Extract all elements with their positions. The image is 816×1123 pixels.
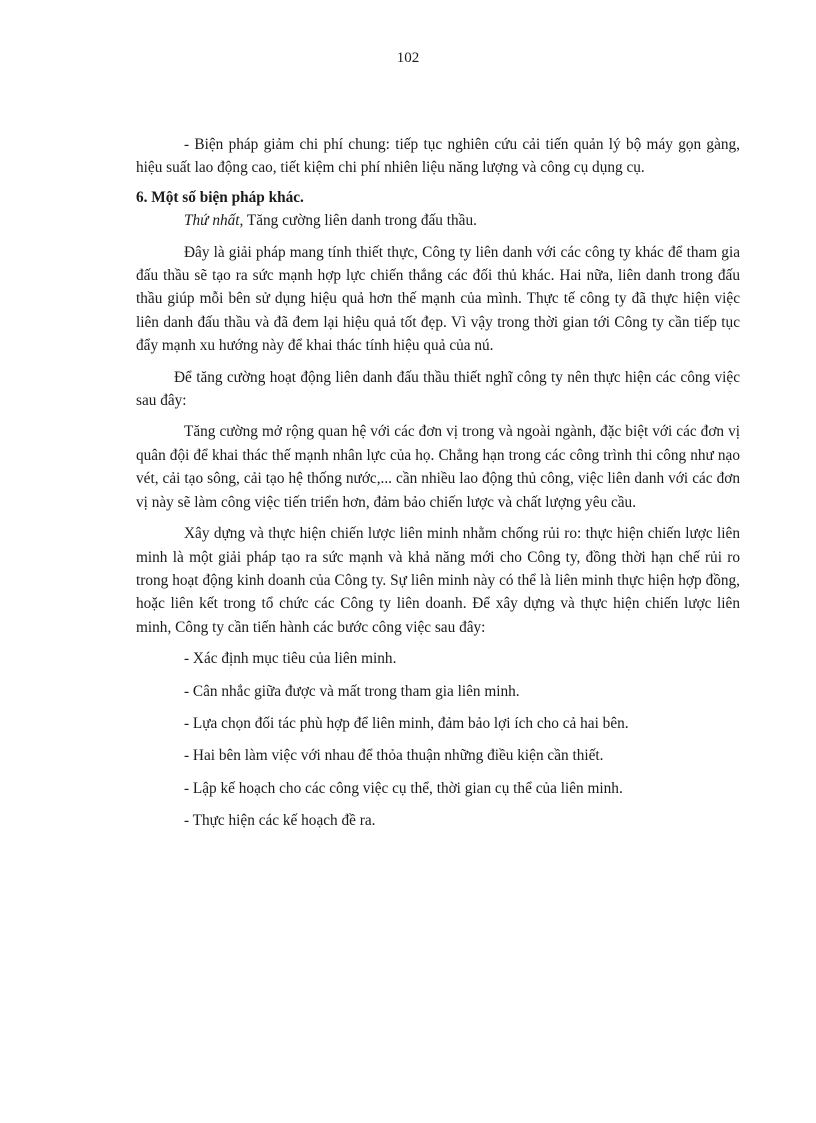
section-heading: 6. Một số biện pháp khác. — [136, 188, 304, 206]
first-label: Thứ nhất, — [184, 212, 244, 230]
document-body — [136, 133, 740, 833]
first-measure-line — [136, 209, 740, 232]
step-item-2: - Cân nhắc giữa được và mất trong tham gia liên minh. — [184, 682, 520, 700]
step-item-6: - Thực hiện các kế hoạch đề ra. — [184, 812, 376, 830]
paragraph-3: Tăng cường mở rộng quan hệ với các đơn vị trong và ngoài ngành, đặc biệt với các đơn vị quân đội để khai thác thế mạnh nhân lực của họ. Chẳng hạn trong các công trình thi công như nạo vét, cải tạo sông, cải tạo hệ thống nước,... cần nhiều lao động thủ công, việc liên danh với các đơn vị này sẽ làm công việc tiến triển hơn, đảm bảo chiến lược và chất lượng yêu cầu. — [136, 423, 740, 511]
step-item-3: - Lựa chọn đối tác phù hợp để liên minh, đảm bảo lợi ích cho cả hai bên. — [184, 714, 629, 732]
page-number: 102 — [396, 50, 420, 66]
paragraph-2: Để tăng cường hoạt động liên danh đấu thầu thiết nghĩ công ty nên thực hiện các công việc sau đây: — [136, 368, 740, 410]
first-text: Tăng cường liên danh trong đấu thầu. — [243, 212, 477, 230]
step-item-4: - Hai bên làm việc với nhau để thỏa thuận những điều kiện cần thiết. — [184, 747, 604, 765]
step-item-1: - Xác định mục tiêu của liên minh. — [184, 650, 397, 668]
step-item-5: - Lập kế hoạch cho các công việc cụ thể, thời gian cụ thể của liên minh. — [184, 779, 623, 797]
paragraph-4: Xây dựng và thực hiện chiến lược liên minh nhằm chống rủi ro: thực hiện chiến lược liên minh là một giải pháp tạo ra sức mạnh và khả năng mới cho Công ty, đồng thời hạn chế rủi ro trong hoạt động kinh doanh của Công ty. Sự liên minh này có thể là liên minh thực hiện hợp đồng, hoặc liên kết trong tổ chức các Công ty liên doanh. Để xây dựng và thực hiện chiến lược liên minh, Công ty cần tiến hành các bước công việc sau đây: — [136, 525, 740, 636]
intro-bullet-paragraph: - Biện pháp giảm chi phí chung: tiếp tục nghiên cứu cải tiến quản lý bộ máy gọn gàng, hiệu suất lao động cao, tiết kiệm chi phí nhiên liệu năng lượng và công cụ dụng cụ. — [136, 136, 740, 177]
paragraph-1: Đây là giải pháp mang tính thiết thực, Công ty liên danh với các công ty khác để tham gia đấu thầu sẽ tạo ra sức mạnh hợp lực chiến thắng các đối thủ khác. Hai nữa, liên danh trong đấu thầu giúp mỗi bên sử dụng hiệu quả hơn thế mạnh của mình. Thực tế công ty đã thực hiện việc liên danh đấu thầu và đã đem lại hiệu quả tốt đẹp. Vì vậy trong thời gian tới Công ty cần tiếp tục đẩy mạnh xu hướng này để khai thác tính hiệu quả của nú. — [136, 243, 740, 355]
